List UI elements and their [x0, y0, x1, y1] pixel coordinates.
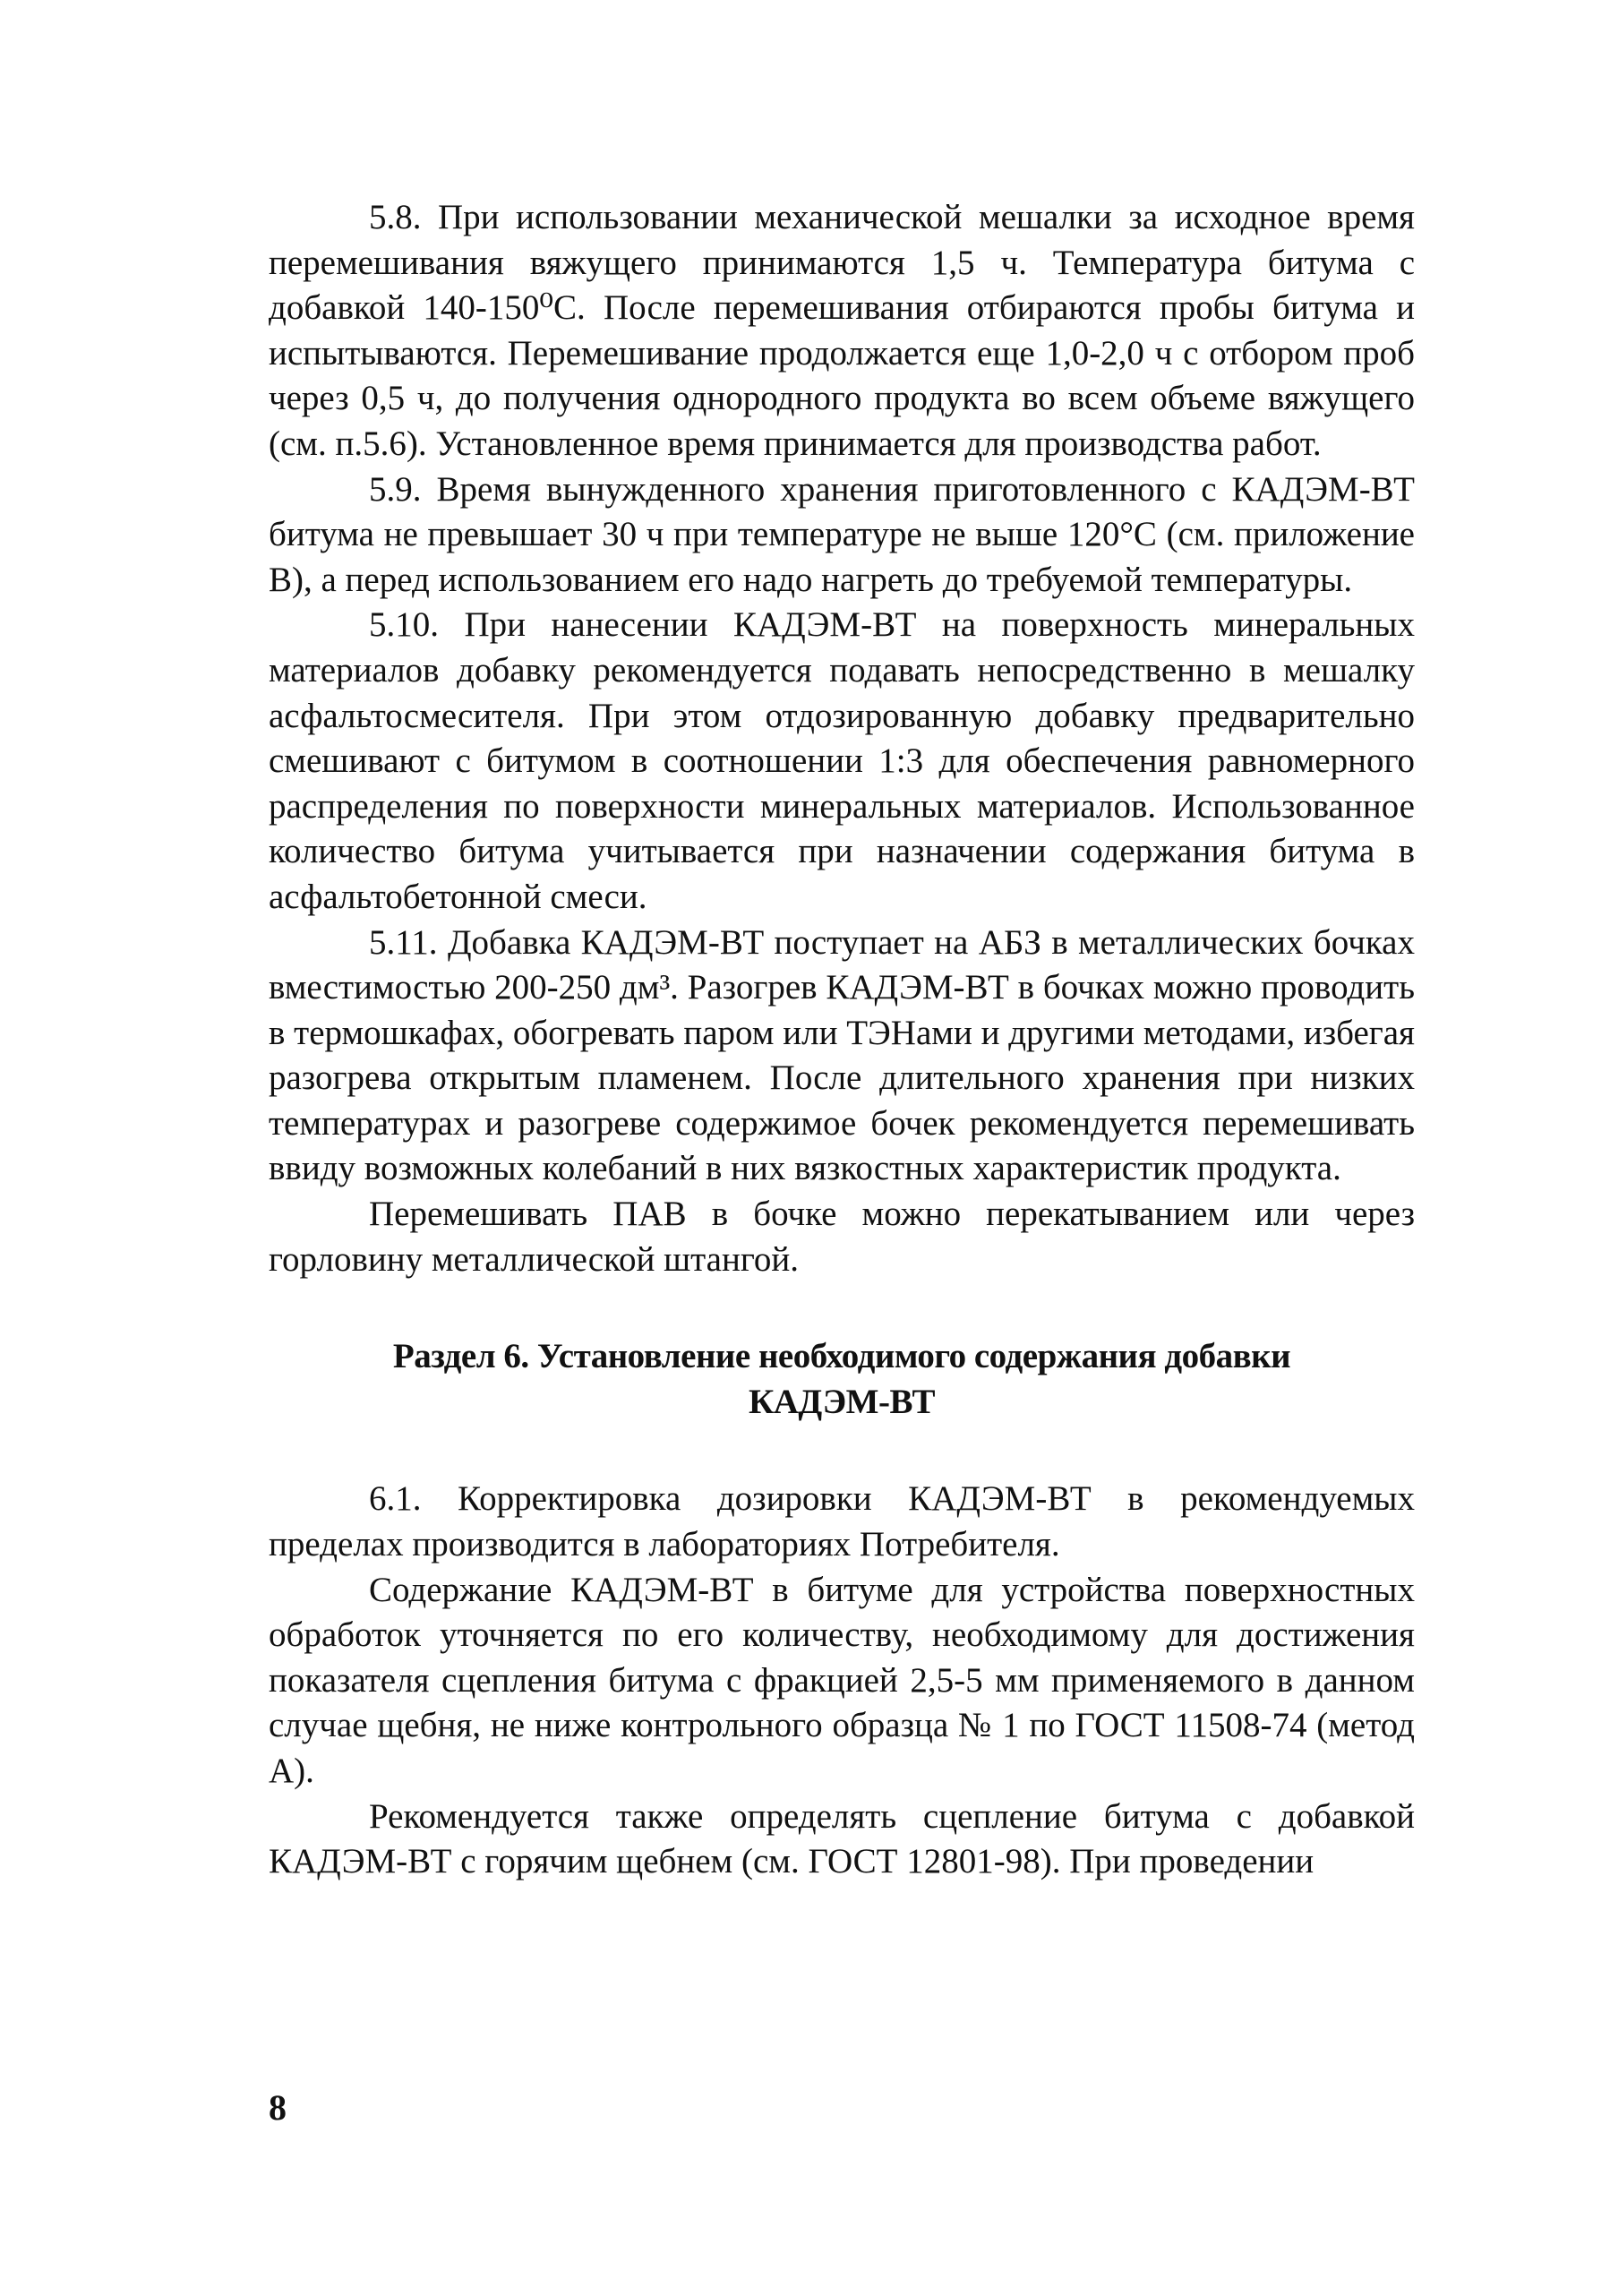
paragraph-5-10: 5.10. При нанесении КАДЭМ-ВТ на поверхность минеральных материалов добавку рекомендуется подавать непосредственно в мешалку асфальтосмесителя. При этом отдозированную добавку предварительно смешивают с битумом в соотношении 1:3 для обеспечения равномерного распределения по поверхности минеральных материалов. Использованное количество битума учитывается при назначении содержания битума в асфальтобетонной смеси. [269, 605, 1415, 916]
paragraph-5-11: 5.11. Добавка КАДЭМ-ВТ поступает на АБЗ в металлических бочках вместимостью 200-250 дм³. Разогрев КАДЭМ-ВТ в бочках можно проводить в термошкафах, обогревать паром или ТЭНами и другими методами, избегая разогрева открытым пламенем. После длительного хранения при низких температурах и разогреве содержимое бочек рекомендуется перемешивать ввиду возможных колебаний в них вязкостных характеристик продукта. [269, 922, 1415, 1188]
document-page [269, 195, 1415, 1885]
paragraph-5-9: 5.9. Время вынужденного хранения приготовленного с КАДЭМ-ВТ битума не превышает 30 ч при температуре не выше 120°С (см. приложение В), а перед использованием его надо нагреть до требуемой температуры. [269, 469, 1415, 599]
paragraph-6-1-content: Содержание КАДЭМ-ВТ в битуме для устройства поверхностных обработок уточняется по его количеству, необходимому для достижения показателя сцепления битума с фракцией 2,5-5 мм применяемого в данном случае щебня, не ниже контрольного образца № 1 по ГОСТ 11508-74 (метод А). [269, 1570, 1415, 1790]
paragraph-5-8: 5.8. При использовании механической мешалки за исходное время перемешивания вяжущего принимаются 1,5 ч. Температура битума с добавкой 140-150⁰С. После перемешивания отбираются пробы битума и испытываются. Перемешивание продолжается еще 1,0-2,0 ч с отбором проб через 0,5 ч, до получения однородного продукта во всем объеме вяжущего (см. п.5.6). Установленное время принимается для производства работ. [269, 198, 1415, 463]
paragraph-5-11-continued: Перемешивать ПАВ в бочке можно перекатыванием или через горловину металлической штангой. [269, 1195, 1415, 1279]
section-6-heading [269, 1334, 1415, 1425]
page-number: 8 [269, 2087, 287, 2128]
section-6-heading-line-2: КАДЭМ-ВТ [748, 1382, 935, 1421]
paragraph-6-1: 6.1. Корректировка дозировки КАДЭМ-ВТ в рекомендуемых пределах производится в лабораториях Потребителя. [269, 1479, 1415, 1564]
paragraph-6-1-recommendation: Рекомендуется также определять сцепление битума с добавкой КАДЭМ-ВТ с горячим щебнем (см. ГОСТ 12801-98). При проведении [269, 1796, 1415, 1881]
section-6-heading-line-1: Раздел 6. Установление необходимого содержания добавки [392, 1337, 1291, 1376]
